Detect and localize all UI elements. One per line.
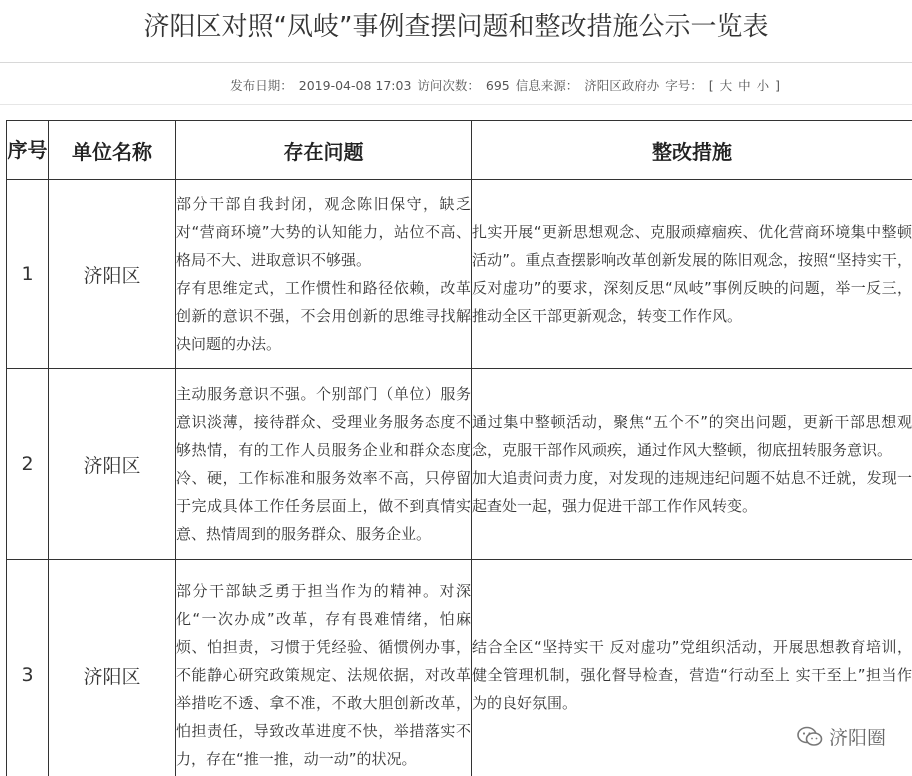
row-problem [176, 560, 472, 776]
row-problem [176, 369, 472, 560]
header-no: 序号 [7, 121, 49, 180]
source-value: 济阳区政府办 [584, 78, 660, 93]
measure-paragraph: 扎实开展“更新思想观念、克服顽瘴痼疾、优化营商环境集中整顿活动”。重点查摆影响改革创新发展的陈旧观念，按照“坚持实干，反对虚功”的要求，深刻反思“凤岐”事例反映的问题，举一反三，推动全区干部更新观念，转变工作作风。 [472, 223, 912, 325]
row-number: 1 [7, 180, 49, 369]
rectification-table [6, 120, 912, 776]
header-unit: 单位名称 [49, 121, 176, 180]
measure-paragraph: 加大追责问责力度，对发现的违规违纪问题不姑息不迁就，发现一起查处一起，强力促进干部工作作风转变。 [472, 469, 912, 515]
font-size-large-button[interactable]: 大 [719, 78, 733, 93]
meta-divider [0, 104, 912, 105]
visits-label: 访问次数： [417, 78, 480, 93]
measure-paragraph: 通过集中整顿活动，聚焦“五个不”的突出问题，更新干部思想观念，克服干部作风顽疾，通过作风大整顿，彻底扭转服务意识。 [472, 413, 912, 459]
bracket-close: ] [775, 78, 780, 93]
row-measure [472, 180, 912, 369]
published-date: 2019-04-08 17:03 [298, 78, 412, 93]
row-unit: 济阳区 [49, 369, 176, 560]
problem-paragraph: 存有思维定式，工作惯性和路径依赖，改革创新的意识不强，不会用创新的思维寻找解决问题的办法。 [176, 279, 471, 353]
row-number: 2 [7, 369, 49, 560]
visits-count: 695 [485, 78, 510, 93]
header-problem: 存在问题 [176, 121, 472, 180]
page-title: 济阳区对照“凤岐”事例查摆问题和整改措施公示一览表 [143, 12, 769, 42]
published-label: 发布日期： [230, 78, 293, 93]
problem-paragraph: 主动服务意识不强。个别部门（单位）服务意识淡薄，接待群众、受理业务服务态度不够热情，有的工作人员服务企业和群众态度冷、硬，工作标准和服务效率不高，只停留于完成具体工作任务层面上，做不到真情实意、热情周到的服务群众、服务企业。 [176, 385, 471, 543]
row-measure [472, 369, 912, 560]
article-meta [230, 76, 782, 94]
problem-paragraph: 部分干部自我封闭，观念陈旧保守，缺乏对“营商环境”大势的认知能力，站位不高、格局不大、进取意识不够强。 [176, 195, 471, 269]
row-number: 3 [7, 560, 49, 776]
table-header-row [7, 121, 912, 180]
title-divider [0, 62, 912, 63]
watermark-text: 济阳圈 [828, 727, 886, 749]
source-label: 信息来源： [515, 78, 579, 93]
header-measure: 整改措施 [472, 121, 912, 180]
table-row [7, 560, 912, 776]
font-size-small-button[interactable]: 小 [756, 78, 770, 93]
font-size-medium-button[interactable]: 中 [738, 78, 751, 93]
row-unit: 济阳区 [49, 180, 176, 369]
measure-paragraph: 结合全区“坚持实干 反对虚功”党组织活动，开展思想教育培训，健全管理机制，强化督导检查，营造“行动至上 实干至上”担当作为的良好氛围。 [472, 638, 912, 712]
row-problem [176, 180, 472, 369]
wechat-icon [797, 726, 823, 748]
problem-paragraph: 部分干部缺乏勇于担当作为的精神。对深化“一次办成”改革，存有畏难情绪，怕麻烦、怕担责，习惯于凭经验、循惯例办事，不能静心研究政策规定、法规依据，对改革举措吃不透、拿不准，不敢大胆创新改革，怕担责任，导致改革进度不快，举措落实不力，存在“推一推，动一动”的状况。 [176, 582, 471, 768]
table-row [7, 369, 912, 560]
row-unit: 济阳区 [49, 560, 176, 776]
fontsize-label: 字号： [665, 78, 703, 93]
bracket-open: [ [708, 78, 714, 93]
watermark [797, 723, 886, 750]
table-row [7, 180, 912, 369]
